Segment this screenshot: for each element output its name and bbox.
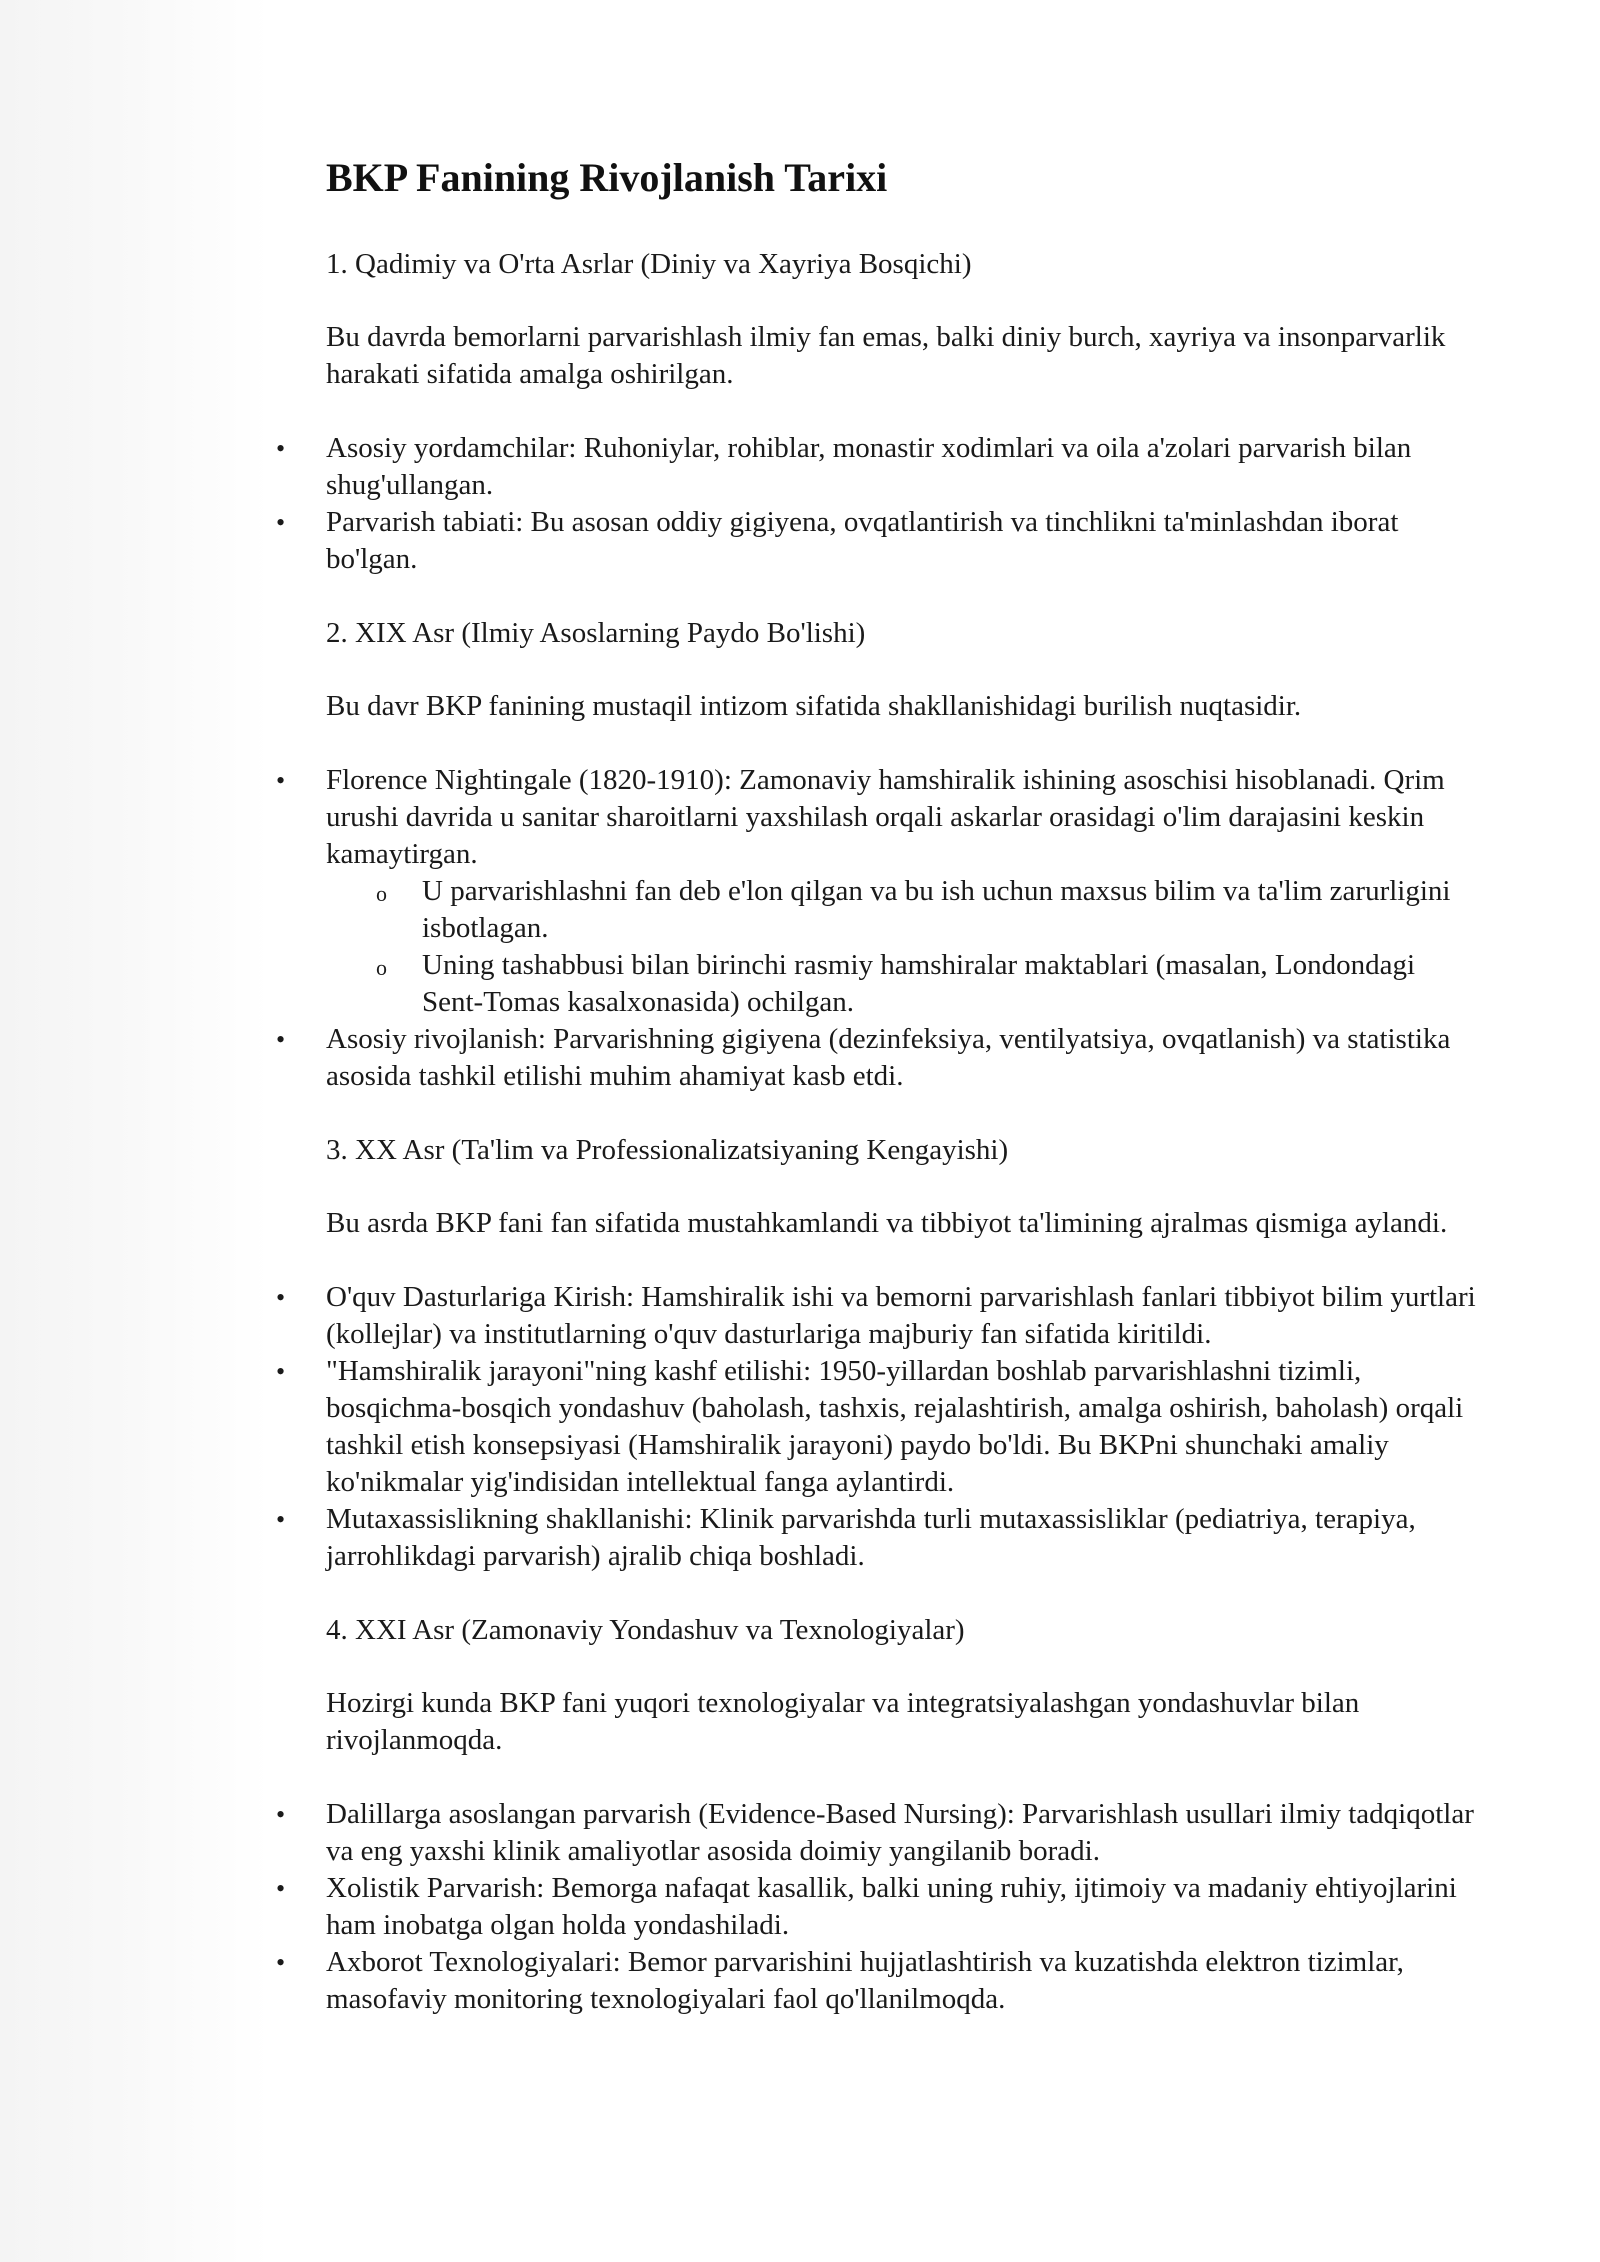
list-item-text: Dalillarga asoslangan parvarish (Evidence-Based Nursing): Parvarishlash usullari ilmiy tadqiqotlar va eng yaxshi klinik amaliyotlar asosida doimiy yangilanib boradi. [326, 1798, 1474, 1867]
bullet-icon: • [276, 766, 286, 795]
section-heading: 1. Qadimiy va O'rta Asrlar (Diniy va Xayriya Bosqichi) [326, 248, 972, 280]
list-item [276, 1870, 1480, 1944]
list-item [276, 1279, 1480, 1353]
list-item-text: "Hamshiralik jarayoni"ning kashf etilishi: 1950-yillardan boshlab parvarishlashni tizimli, bosqichma-bosqich yondashuv (baholash, tashxis, rejalashtirish, amalga oshirish, baholash) orqali tashkil etish konsepsiyasi (Hamshiralik jarayoni) paydo bo'ldi. Bu BKPni shunchaki amaliy ko'nikmalar yig'indisidan intellektual fanga aylantirdi. [326, 1355, 1464, 1498]
bullet-list [276, 430, 1480, 578]
list-item [276, 1021, 1480, 1095]
bullet-icon: • [276, 1505, 286, 1534]
section-19th-century [276, 615, 1480, 1095]
document-content [276, 150, 1480, 2018]
list-item-text: Mutaxassislikning shakllanishi: Klinik parvarishda turli mutaxassisliklar (pediatriya, terapiya, jarrohlikdagi parvarish) ajralib chiqa boshladi. [326, 1503, 1416, 1572]
document-title: BKP Fanining Rivojlanish Tarixi [326, 155, 888, 200]
bullet-list [276, 762, 1480, 1095]
list-item [276, 1796, 1480, 1870]
section-21st-century [276, 1612, 1480, 2018]
section-ancient-medieval [276, 246, 1480, 578]
bullet-icon: • [276, 1800, 286, 1829]
sub-list-item [376, 873, 1480, 947]
bullet-list [276, 1279, 1480, 1575]
circle-bullet-icon: o [376, 881, 387, 906]
list-item-text: Asosiy rivojlanish: Parvarishning gigiyena (dezinfeksiya, ventilyatsiya, ovqatlanish) va statistika asosida tashkil etilishi muhim ahamiyat kasb etdi. [326, 1023, 1451, 1092]
section-heading: 2. XIX Asr (Ilmiy Asoslarning Paydo Bo'lishi) [326, 617, 866, 649]
bullet-icon: • [276, 1283, 286, 1312]
section-intro: Bu asrda BKP fani fan sifatida mustahkamlandi va tibbiyot ta'limining ajralmas qismiga aylandi. [326, 1207, 1448, 1239]
bullet-icon: • [276, 508, 286, 537]
bullet-icon: • [276, 1025, 286, 1054]
sub-bullet-list [326, 873, 1480, 1021]
section-intro: Hozirgi kunda BKP fani yuqori texnologiyalar va integratsiyalashgan yondashuvlar bilan rivojlanmoqda. [326, 1687, 1360, 1756]
section-20th-century [276, 1132, 1480, 1575]
list-item [276, 1501, 1480, 1575]
list-item-text: Parvarish tabiati: Bu asosan oddiy gigiyena, ovqatlantirish va tinchlikni ta'minlashdan iborat bo'lgan. [326, 506, 1399, 575]
list-item [276, 762, 1480, 1021]
sub-list-item-text: Uning tashabbusi bilan birinchi rasmiy hamshiralar maktablari (masalan, Londondagi Sent-Tomas kasalxonasida) ochilgan. [422, 949, 1415, 1018]
bullet-icon: • [276, 1874, 286, 1903]
bullet-icon: • [276, 1357, 286, 1386]
list-item-text: Xolistik Parvarish: Bemorga nafaqat kasallik, balki uning ruhiy, ijtimoiy va madaniy ehtiyojlarini ham inobatga olgan holda yondashiladi. [326, 1872, 1457, 1941]
list-item [276, 1944, 1480, 2018]
list-item-text: Florence Nightingale (1820-1910): Zamonaviy hamshiralik ishining asoschisi hisoblanadi. Qrim urushi davrida u sanitar sharoitlarni yaxshilash orqali askarlar orasidagi o'lim darajasini keskin kamaytirgan. [326, 764, 1445, 870]
list-item [276, 430, 1480, 504]
bullet-icon: • [276, 434, 286, 463]
list-item [276, 504, 1480, 578]
section-heading: 3. XX Asr (Ta'lim va Professionalizatsiyaning Kengayishi) [326, 1134, 1009, 1166]
circle-bullet-icon: o [376, 955, 387, 980]
list-item-text: Asosiy yordamchilar: Ruhoniylar, rohiblar, monastir xodimlari va oila a'zolari parvarish bilan shug'ullangan. [326, 432, 1412, 501]
bullet-list [276, 1796, 1480, 2018]
bullet-icon: • [276, 1948, 286, 1977]
section-heading: 4. XXI Asr (Zamonaviy Yondashuv va Texnologiyalar) [326, 1614, 965, 1646]
section-intro: Bu davrda bemorlarni parvarishlash ilmiy fan emas, balki diniy burch, xayriya va insonparvarlik harakati sifatida amalga oshirilgan. [326, 321, 1446, 390]
list-item-text: O'quv Dasturlariga Kirish: Hamshiralik ishi va bemorni parvarishlash fanlari tibbiyot bilim yurtlari (kollejlar) va institutlarning o'quv dasturlariga majburiy fan sifatida kiritildi. [326, 1281, 1476, 1350]
section-intro: Bu davr BKP fanining mustaqil intizom sifatida shakllanishidagi burilish nuqtasidir. [326, 690, 1302, 722]
list-item [276, 1353, 1480, 1501]
sub-list-item-text: U parvarishlashni fan deb e'lon qilgan va bu ish uchun maxsus bilim va ta'lim zarurligini isbotlagan. [422, 875, 1451, 944]
sub-list-item [376, 947, 1480, 1021]
list-item-text: Axborot Texnologiyalari: Bemor parvarishini hujjatlashtirish va kuzatishda elektron tizimlar, masofaviy monitoring texnologiyalari faol qo'llanilmoqda. [326, 1946, 1404, 2015]
